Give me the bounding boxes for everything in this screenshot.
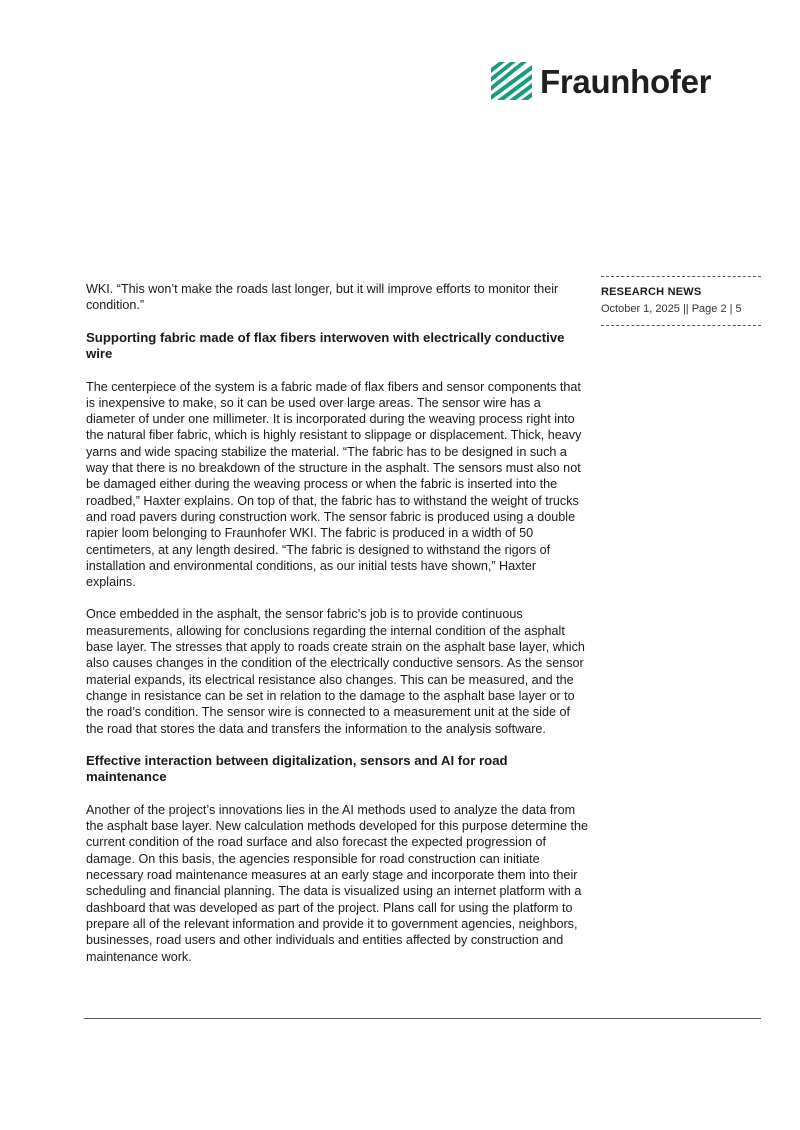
section-heading: Supporting fabric made of flax fibers interwoven with electrically conductive wire <box>86 329 565 362</box>
article-body <box>86 281 589 981</box>
logo-text: Fraunhofer <box>540 62 712 100</box>
paragraph: Another of the project’s innovations lies in the AI methods used to analyze the data from the asphalt base layer. New calculation methods developed for this purpose determine the current condition of the road surface and also forecast the expected progression of damage. On this basis, the agencies responsible for road construction can initiate necessary road maintenance measures at an early stage and incorporate them into their scheduling and financial planning. The data is visualized using an internet platform with a dashboard that was developed as part of the project. Plans call for using the platform to prepare all of the relevant information and provide it to government agencies, neighbors, businesses, road users and other individuals and entities affected by construction and maintenance work. <box>86 802 588 964</box>
date-page-info: October 1, 2025 || Page 2 | 5 <box>601 303 742 315</box>
fraunhofer-stripes-icon <box>491 62 532 100</box>
paragraph: The centerpiece of the system is a fabric made of flax fibers and sensor components that is inexpensive to make, so it can be used over large areas. The sensor wire has a diameter of under one millimeter. It is incorporated during the weaving process right into the natural fiber fabric, which is highly resistant to slippage or displacement. Thick, heavy yarns and wide spacing stabilize the material. “The fabric has to be designed in such a way that there is no breakdown of the structure in the asphalt. The sensors must also not be damaged either during the weaving process or when the fabric is inserted into the roadbed,” Haxter explains. On top of that, the fabric has to withstand the weight of trucks and road pavers during construction work. The sensor fabric is produced using a double rapier loom belonging to Fraunhofer WKI. The fabric is produced in a width of 50 centimeters, at any length desired. “The fabric is designed to withstand the rigors of installation and environmental conditions, as our initial tests have shown,” Haxter explains. <box>86 379 582 590</box>
section-label: RESEARCH NEWS <box>601 286 702 298</box>
divider <box>601 276 761 277</box>
footer-divider <box>84 1018 761 1019</box>
paragraph: WKI. “This won’t make the roads last longer, but it will improve efforts to monitor their condition.” <box>86 282 559 313</box>
research-news-sidebar <box>601 276 761 326</box>
fraunhofer-logo <box>491 62 711 100</box>
divider <box>601 325 761 326</box>
section-heading: Effective interaction between digitalization, sensors and AI for road maintenance <box>86 752 508 785</box>
paragraph: Once embedded in the asphalt, the sensor fabric’s job is to provide continuous measurements, allowing for conclusions regarding the internal condition of the asphalt base layer. The stresses that apply to roads create strain on the asphalt base layer, which also causes changes in the condition of the electrically conductive sensors. As the sensor material expands, its electrical resistance also changes. This can be measured, and the change in resistance can be set in relation to the damage to the asphalt base layer or to the road’s condition. The sensor wire is connected to a measurement unit at the side of the road that stores the data and transfers the information to the analysis software. <box>86 607 585 736</box>
